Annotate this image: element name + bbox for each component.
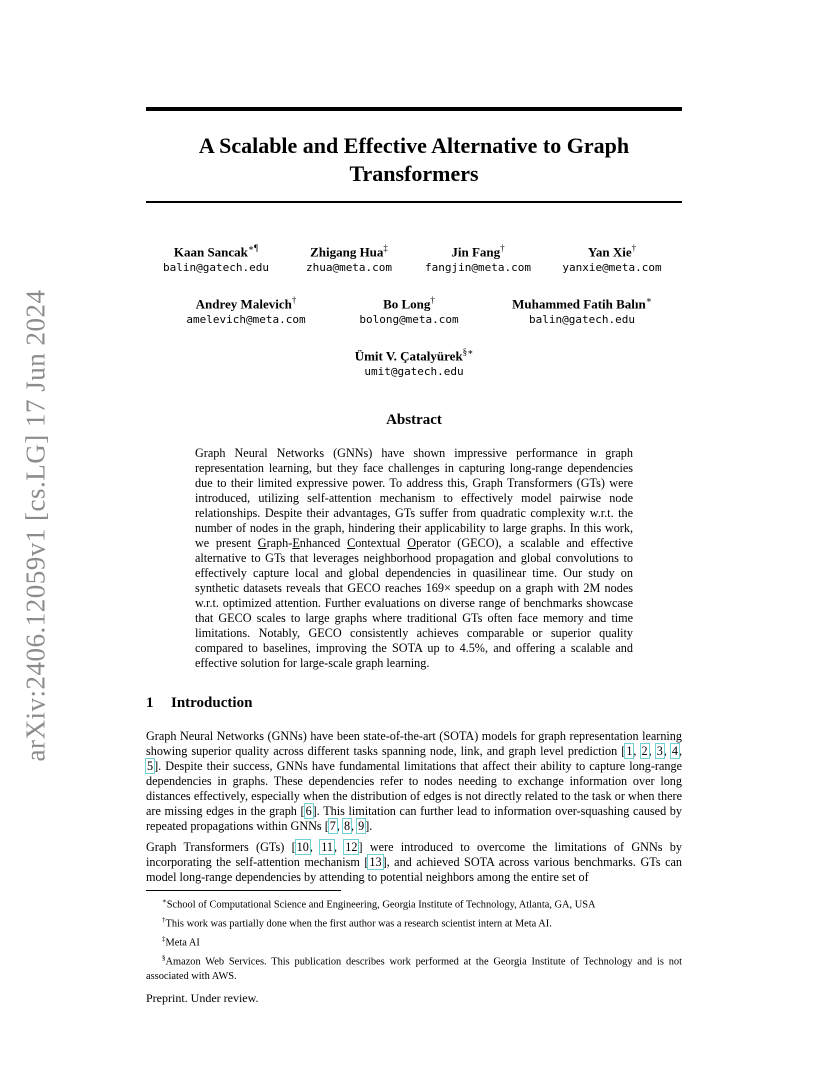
footnote-text: School of Computational Science and Engineering, Georgia Institute of Technology, Atlanta, GA, USA <box>166 899 596 911</box>
citation-link[interactable]: 13 <box>369 855 382 869</box>
title-top-rule <box>146 107 682 111</box>
footnote-mark: † <box>162 916 166 925</box>
paper-title-line-2: Transformers <box>349 161 479 186</box>
author-block <box>502 292 662 328</box>
improvement-value: 4.5% <box>459 641 485 655</box>
author-name: Andrey Malevich <box>195 296 292 312</box>
footnote <box>146 913 682 932</box>
abstract-heading: Abstract <box>386 412 442 428</box>
arxiv-identifier-text: arXiv:2406.12059v1 [cs.LG] 17 Jun 2024 <box>20 289 51 761</box>
citation-link[interactable]: 6 <box>305 804 312 818</box>
footnote-mark: ‡ <box>162 935 166 944</box>
author-block <box>290 240 408 276</box>
author-email[interactable]: amelevich@meta.com <box>186 313 306 327</box>
author-email[interactable]: balin@gatech.edu <box>163 261 269 275</box>
author-affiliation-mark: † <box>291 295 297 305</box>
section-heading-introduction <box>146 695 252 712</box>
author-email[interactable]: umit@gatech.edu <box>364 365 464 379</box>
citation-link[interactable]: 3 <box>656 744 663 758</box>
author-email[interactable]: zhua@meta.com <box>305 261 393 275</box>
citation-link[interactable]: 1 <box>626 744 633 758</box>
intro-paragraph-1: Graph Neural Networks (GNNs) have been state-of-the-art (SOTA) models for graph representation learning showing superior quality across different tasks spanning node, link, and graph level prediction [1, 2, 3, 4, 5]. Despite their success, GNNs have fundamental limitations that affect their ability to capture long-range dependencies in graphs. These dependencies refer to nodes needing to exchange information over long distances effectively, especially when the distribution of edges is not directly related to the task or when there are missing edges in the graph [6]. This limitation can further lead to information over-squashing caused by repeated propagations within GNNs [7, 8, 9]. <box>146 729 683 833</box>
author-affiliation-mark: † <box>631 243 637 253</box>
author-block <box>344 344 484 380</box>
author-name: Jin Fang <box>451 244 501 260</box>
author-block <box>554 240 670 276</box>
author-affiliation-mark: ‡ <box>383 243 388 253</box>
citation-link[interactable]: 5 <box>147 759 154 773</box>
preprint-note: Preprint. Under review. <box>146 991 259 1005</box>
author-block <box>176 292 316 328</box>
title-bottom-rule <box>146 201 682 203</box>
footnote-text: This work was partially done when the first author was a research scientist intern at Meta AI. <box>165 918 552 930</box>
paper-title <box>146 132 682 188</box>
footnote <box>146 932 682 951</box>
author-email[interactable]: fangjin@meta.com <box>425 261 531 275</box>
author-email[interactable]: bolong@meta.com <box>359 313 459 327</box>
footnote-text: Amazon Web Services. This publication describes work performed at the Georgia Institute of Technology and is not associated with AWS. <box>146 956 682 983</box>
citation-link[interactable]: 11 <box>321 840 333 854</box>
footnote <box>146 951 682 985</box>
citation-link[interactable]: 12 <box>345 840 358 854</box>
author-block <box>156 240 276 276</box>
footnotes <box>146 894 682 985</box>
arxiv-identifier-stamp <box>14 290 58 760</box>
footnote-mark: § <box>162 954 166 963</box>
author-name: Zhigang Hua <box>310 244 384 260</box>
citation-link[interactable]: 4 <box>671 744 678 758</box>
author-affiliation-mark: † <box>430 295 435 305</box>
citation-link[interactable]: 2 <box>641 744 648 758</box>
citation-link[interactable]: 8 <box>343 819 351 833</box>
footnote <box>146 894 682 913</box>
abstract-text: Graph Neural Networks (GNNs) have shown impressive performance in graph representation learning, but they face challenges in capturing long-range dependencies due to their limited expressive power. To address this, Graph Transformers (GTs) were introduced, utilizing self-attention mechanism to effectively model pairwise node relationships. Despite their advantages, GTs suffer from quadratic complexity w.r.t. the number of nodes in the graph, hindering their applicability to large graphs. In this work, we present Graph-Enhanced Contextual Operator (GECO), a scalable and effective alternative to GTs that leverages neighborhood propagation and global convolutions to effectively capture local and global dependencies in quasilinear time. Our study on synthetic datasets reveals that GECO reaches 169× speedup on a graph with 2M nodes w.r.t. optimized attention. Further evaluations on diverse range of benchmarks showcase that GECO scales to large graphs where traditional GTs often face memory and time limitations. Notably, GECO consistently achieves comparable or superior quality compared to baselines, improving the SOTA up to 4.5%, and offering a scalable and effective solution for large-scale graph learning. <box>195 446 634 670</box>
speedup-value: 169× <box>425 581 451 595</box>
author-block <box>350 292 468 328</box>
author-email[interactable]: yanxie@meta.com <box>562 261 662 275</box>
author-affiliation-mark: † <box>500 243 505 253</box>
author-block <box>416 240 540 276</box>
author-affiliation-mark: ∗¶ <box>247 243 259 253</box>
author-name: Muhammed Fatih Balın <box>512 296 646 312</box>
author-name: Bo Long <box>383 296 431 312</box>
footnote-text: Meta AI <box>165 937 200 949</box>
author-name: Ümit V. Çatalyürek <box>354 348 463 364</box>
author-name: Kaan Sancak <box>173 244 248 260</box>
footnote-rule <box>146 890 341 891</box>
author-affiliation-mark: §∗ <box>462 347 474 357</box>
author-name: Yan Xie <box>587 244 632 260</box>
author-email[interactable]: balin@gatech.edu <box>529 313 635 327</box>
citation-link[interactable]: 10 <box>296 840 309 854</box>
footnote-mark: ∗ <box>162 897 167 905</box>
section-title: Introduction <box>171 695 253 711</box>
author-affiliation-mark: ∗ <box>645 295 652 305</box>
paper-title-line-1: A Scalable and Effective Alternative to Graph <box>198 133 630 158</box>
citation-link[interactable]: 9 <box>358 819 365 833</box>
section-number: 1 <box>146 695 154 711</box>
citation-link[interactable]: 7 <box>329 819 336 833</box>
intro-paragraph-2: Graph Transformers (GTs) [10, 11, 12] were introduced to overcome the limitations of GNNs by incorporating the self-attention mechanism [13], and achieved SOTA across various benchmarks. GTs can model long-range dependencies by attending to potential neighbors among the entire set of <box>146 840 682 884</box>
